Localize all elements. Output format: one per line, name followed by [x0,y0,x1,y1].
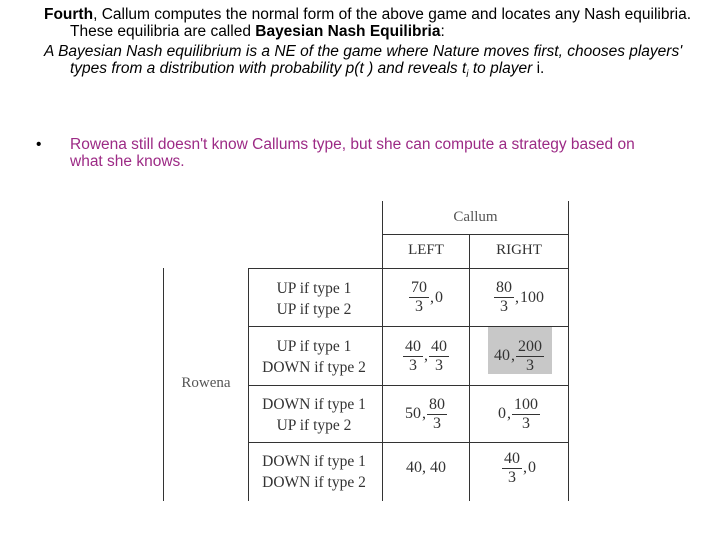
row-label-4: DOWN if type 1 DOWN if type 2 [262,453,366,491]
row-label-3: DOWN if type 1 UP if type 2 [262,396,366,434]
payoff-down-down-right: $\frac{40}{3}$ , 0 [504,449,536,486]
payoff-up-up-right: $\frac{80}{3}$ , 100 [496,279,544,315]
intro-colon: : [440,23,445,40]
definition-player-i: i [536,60,541,77]
payoff-down-up-left: 50 , $\frac{80}{3}$ [405,395,445,432]
definition-subscript: i [466,69,469,81]
bullet-text: Rowena still doesn't know Callums type, but she can compute a strategy based on what she knows. [70,136,635,170]
row-label-2: UP if type 1 DOWN if type 2 [262,338,366,376]
intro-text-1: , Callum computes the normal form of the above game and locates any Nash equilibria. These equilibria are called [70,6,692,40]
payoff-down-up-right: 0 , $\frac{100}{3}$ [498,395,538,432]
payoff-up-down-right: 40 , $\frac{200}{3}$ [494,337,542,374]
payoff-up-down-left: $\frac{40}{3}$ , $\frac{40}{3}$ [405,337,447,374]
row-label-1: UP if type 1 UP if type 2 [276,280,352,318]
definition-text: A Bayesian Nash equilibrium is a NE of the game where Nature moves first, chooses players' types from a distribution with probability p(t ) and reveals t [44,43,683,77]
payoff-down-down-left: 40, 40 [406,459,446,476]
row-player-label: Rowena [181,374,231,391]
column-player-label: Callum [453,208,498,225]
intro-bold-bne: Bayesian Nash Equilibria [255,23,441,40]
definition-period: . [540,60,545,77]
column-header-right: RIGHT [496,241,542,258]
payoff-up-up-left: $\frac{70}{3}$ , 0 [411,279,443,315]
column-header-left: LEFT [408,241,444,258]
definition-text-2: to player [468,60,537,77]
intro-bold-fourth: Fourth [44,6,94,23]
bullet-symbol: • [36,136,42,153]
